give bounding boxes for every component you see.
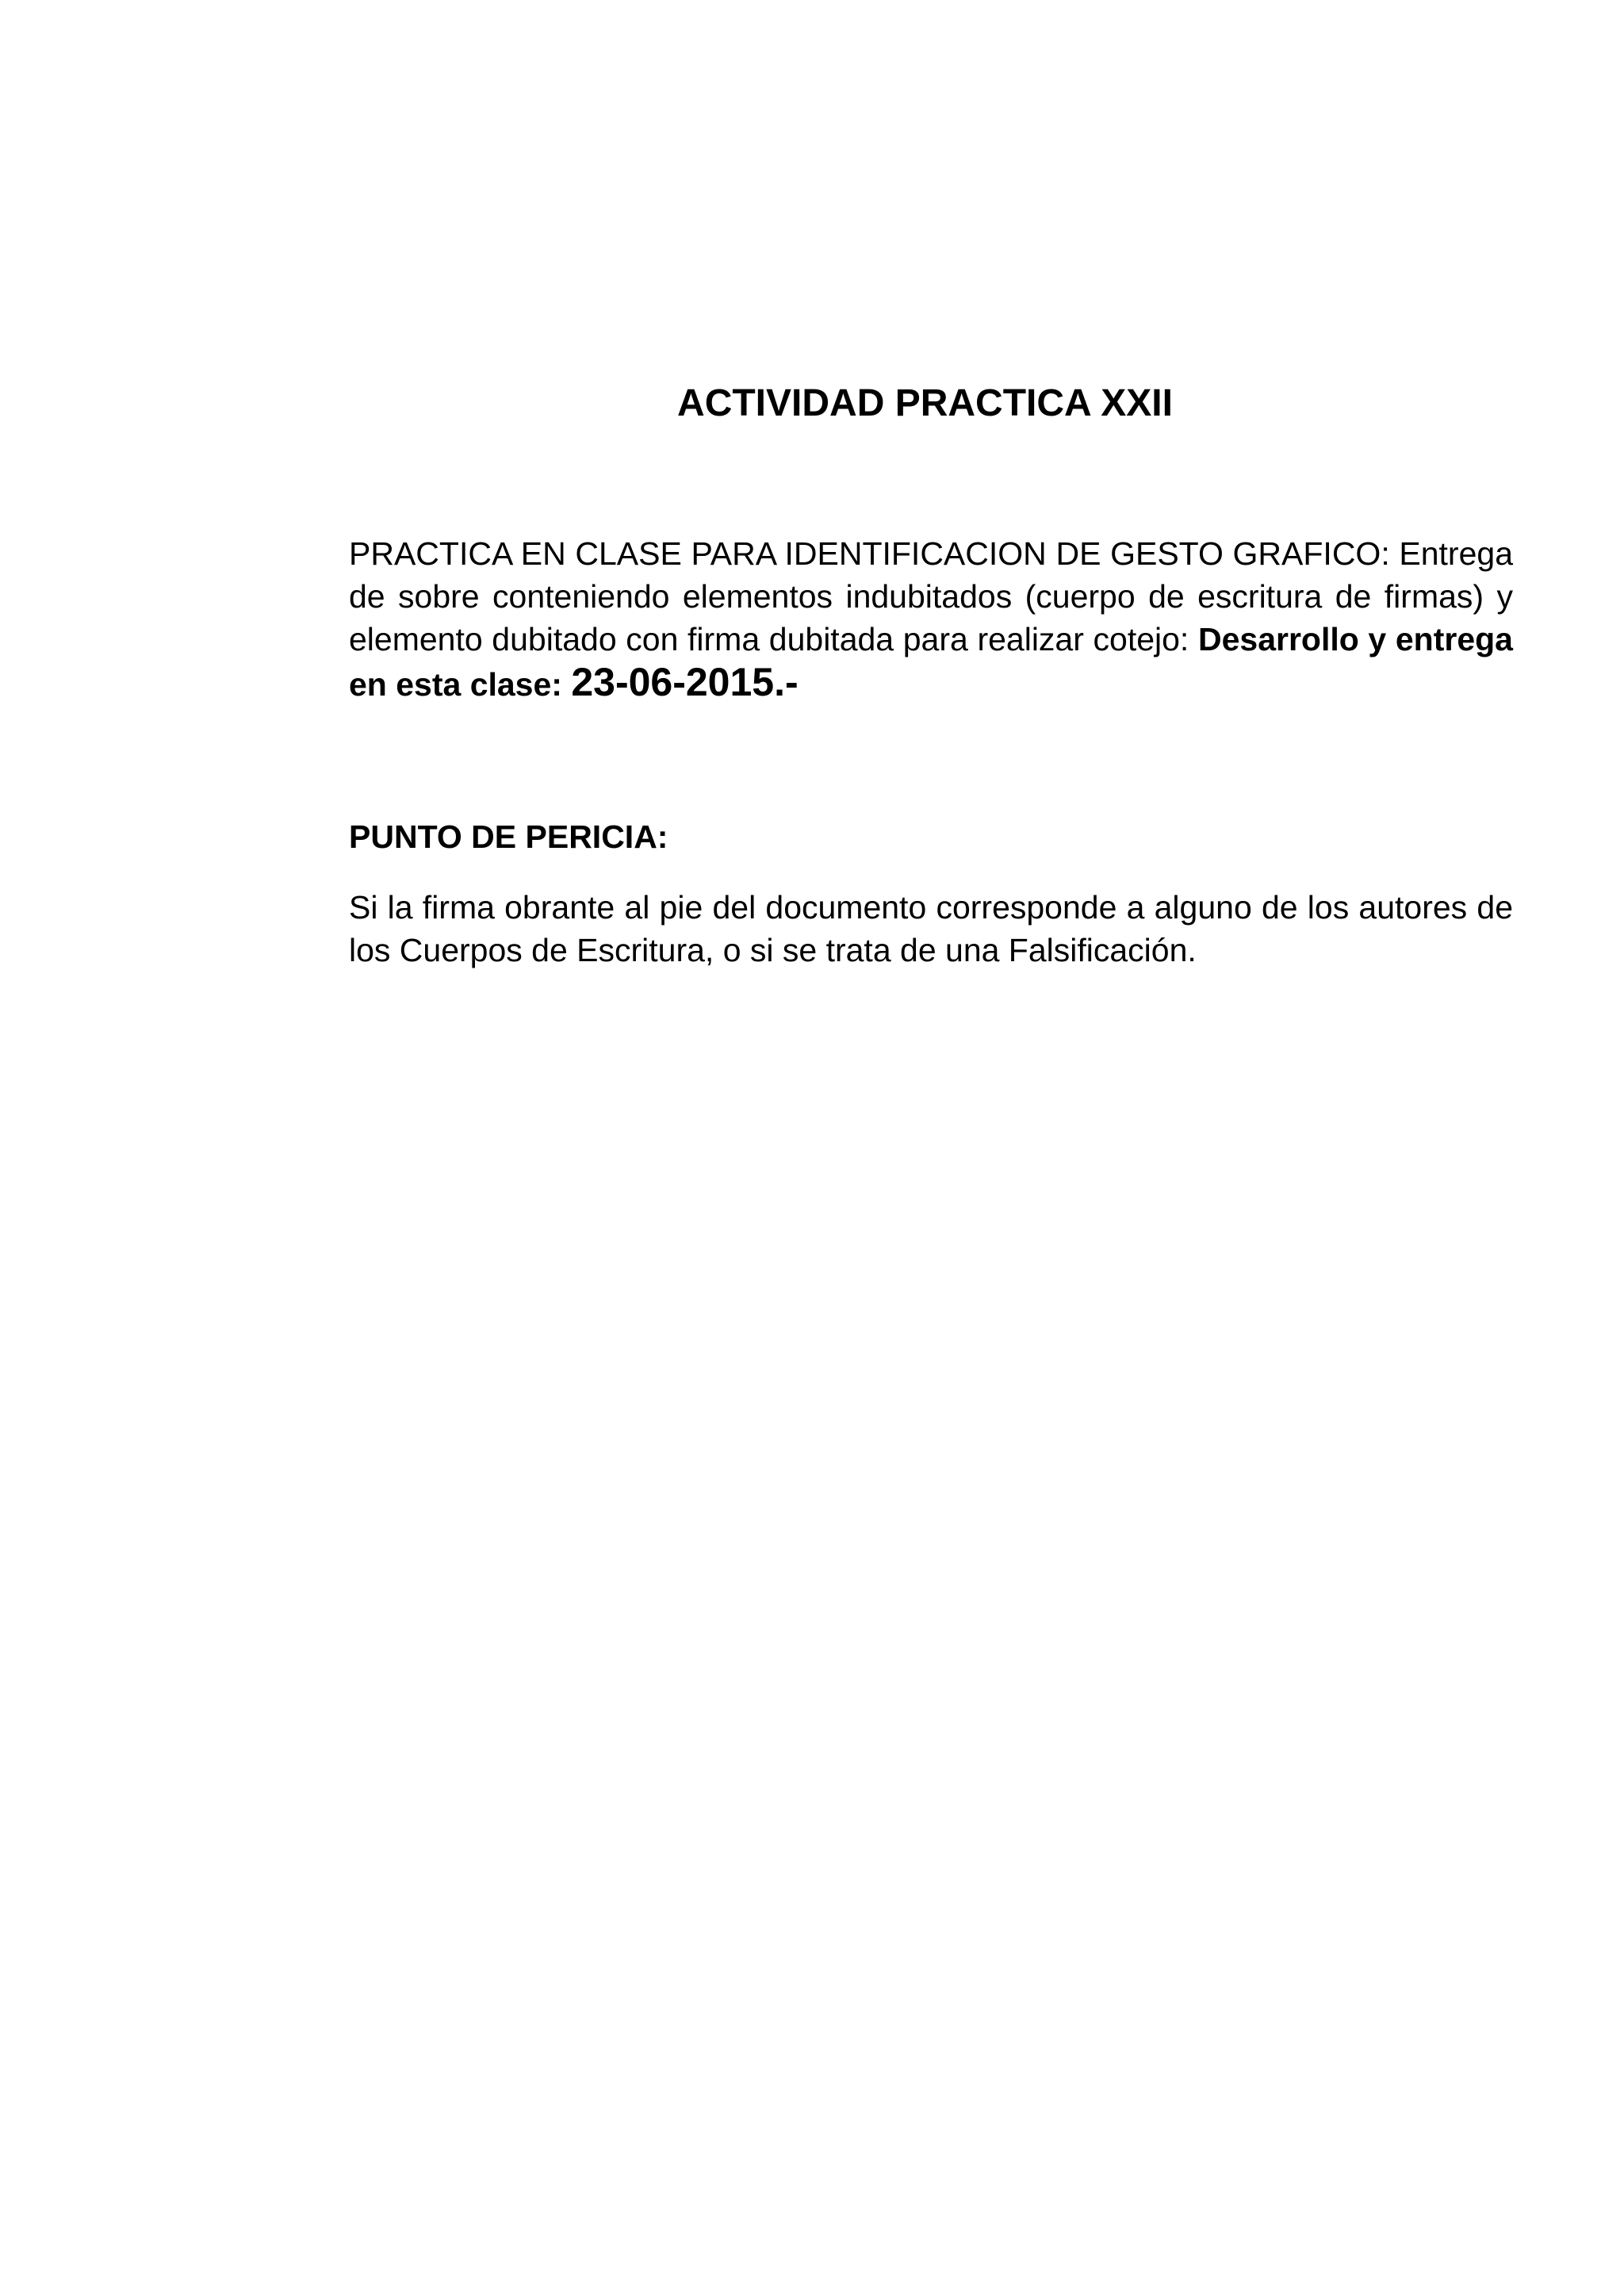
document-title xyxy=(0,381,1624,427)
intro-paragraph xyxy=(349,532,1513,706)
intro-bold-text: Desarrollo y entrega en esta clase: xyxy=(349,621,1513,703)
delivery-date: 23-06-2015.- xyxy=(571,660,799,704)
intro-text: PRACTICA EN CLASE PARA IDENTIFICACION DE GESTO GRAFICO: Entrega de sobre conteniendo elementos indubitados (cuerpo de escritura de firmas) y elemento dubitado con firma dubitada para realizar cotejo: xyxy=(349,535,1513,657)
document-title-text: ACTIVIDAD PRACTICA XXII xyxy=(677,382,1173,424)
section-body: Si la firma obrante al pie del documento corresponde a alguno de los autores de los Cuerpos de Escritura, o si se trata de una Falsificación. xyxy=(349,889,1513,968)
section-heading: PUNTO DE PERICIA: xyxy=(349,818,668,855)
